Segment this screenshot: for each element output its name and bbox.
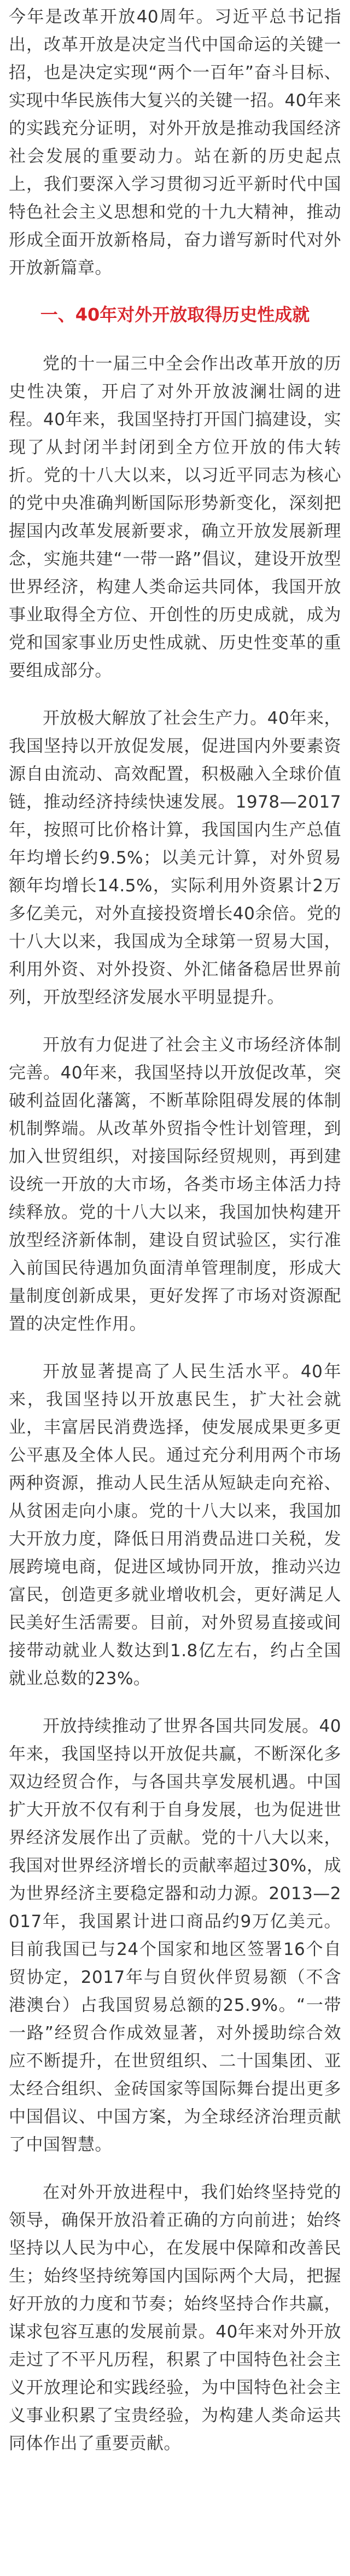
- section-heading: 一、40年对外开放取得历史性成就: [40, 304, 310, 325]
- body-paragraph-history: 党的十一届三中全会作出改革开放的历史性决策，开启了对外开放波澜壮阔的进程。40年来，我国坚持打开国门搞建设，实现了从封闭半封闭到全方位开放的伟大转折。党的十八大以来，以习近平同志为核心的党中央准确判断国际形势新变化，深刻把握国内改革发展新要求，确立开放发展新理念，实施共建“一带一路”倡议，建设开放型世界经济，构建人类命运共同体，我国开放事业取得全方位、开创性的历史成就，成为党和国家事业历史性成就、历史性变革的重要组成部分。: [9, 354, 341, 681]
- body-paragraph-productivity: 开放极大解放了社会生产力。40年来，我国坚持以开放促发展，促进国内外要素资源自由流动、高效配置，积极融入全球价值链，推动经济持续快速发展。1978—2017年，按照可比价格计算，我国国内生产总值年均增长约9.5%；以美元计算，对外贸易额年均增长14.5%，实际利用外资累计2万多亿美元，对外直接投资增长40余倍。党的十八大以来，我国成为全球第一贸易大国，利用外资、对外投资、外汇储备稳居世界前列，开放型经济发展水平明显提升。: [9, 709, 341, 1007]
- body-paragraph-experience: 在对外开放进程中，我们始终坚持党的领导，确保开放沿着正确的方向前进；始终坚持以人民为中心，在发展中保障和改善民生；始终坚持统筹国内国际两个大局，把握好开放的力度和节奏；始终坚持合作共赢，谋求包容互惠的发展前景。40年来对外开放走过了不平凡历程，积累了中国特色社会主义开放理论和实践经验，为中国特色社会主义事业积累了宝贵经验，为构建人类命运共同体作出了重要贡献。: [9, 2183, 341, 2453]
- lead-paragraph: 今年是改革开放40周年。习近平总书记指出，改革开放是决定当代中国命运的关键一招，也是决定实现“两个一百年”奋斗目标、实现中华民族伟大复兴的关键一招。40年来的实践充分证明，对外开放是推动我国经济社会发展的重要动力。站在新的历史起点上，我们要深入学习贯彻习近平新时代中国特色社会主义思想和党的十九大精神，推动形成全面开放新格局，奋力谱写新时代对外开放新篇章。: [9, 7, 341, 278]
- body-paragraph-market-economy: 开放有力促进了社会主义市场经济体制完善。40年来，我国坚持以开放促改革，突破利益固化藩篱，不断革除阻碍发展的体制机制弊端。从改革外贸指令性计划管理，到加入世贸组织，对接国际经贸规则，再到建设统一开放的大市场，各类市场主体活力持续释放。党的十八大以来，我国加快构建开放型经济新体制，建设自贸试验区，实行准入前国民待遇加负面清单管理制度，形成大量制度创新成果，更好发挥了市场对资源配置的决定性作用。: [9, 1035, 341, 1334]
- body-paragraph-common-development: 开放持续推动了世界各国共同发展。40年来，我国坚持以开放促共赢，不断深化多双边经贸合作，与各国共享发展机遇。中国扩大开放不仅有利于自身发展，也为促进世界经济发展作出了贡献。党的十八大以来，我国对世界经济增长的贡献率超过30%，成为世界经济主要稳定器和动力源。2013—2017年，我国累计进口商品约9万亿美元。目前我国已与24个国家和地区签署16个自贸协定，2017年与自贸伙伴贸易额（不含港澳台）占我国贸易总额的25.9%。“一带一路”经贸合作成效显著，对外援助综合效应不断提升，在世贸组织、二十国集团、亚太经合组织、金砖国家等国际舞台提出更多中国倡议、中国方案，为全球经济治理贡献了中国智慧。: [9, 1716, 341, 2155]
- body-paragraph-living-standards: 开放显著提高了人民生活水平。40年来，我国坚持以开放惠民生，扩大社会就业，丰富居民消费选择，使发展成果更多更公平惠及全体人民。通过充分利用两个市场两种资源，推动人民生活从短缺走向充裕、从贫困走向小康。党的十八大以来，我国加大开放力度，降低日用消费品进口关税，发展跨境电商，促进区域协同开放，推动兴边富民，创造更多就业增收机会，更好满足人民美好生活需要。目前，对外贸易直接或间接带动就业人数达到1.8亿左右，约占全国就业总数的23%。: [9, 1362, 341, 1689]
